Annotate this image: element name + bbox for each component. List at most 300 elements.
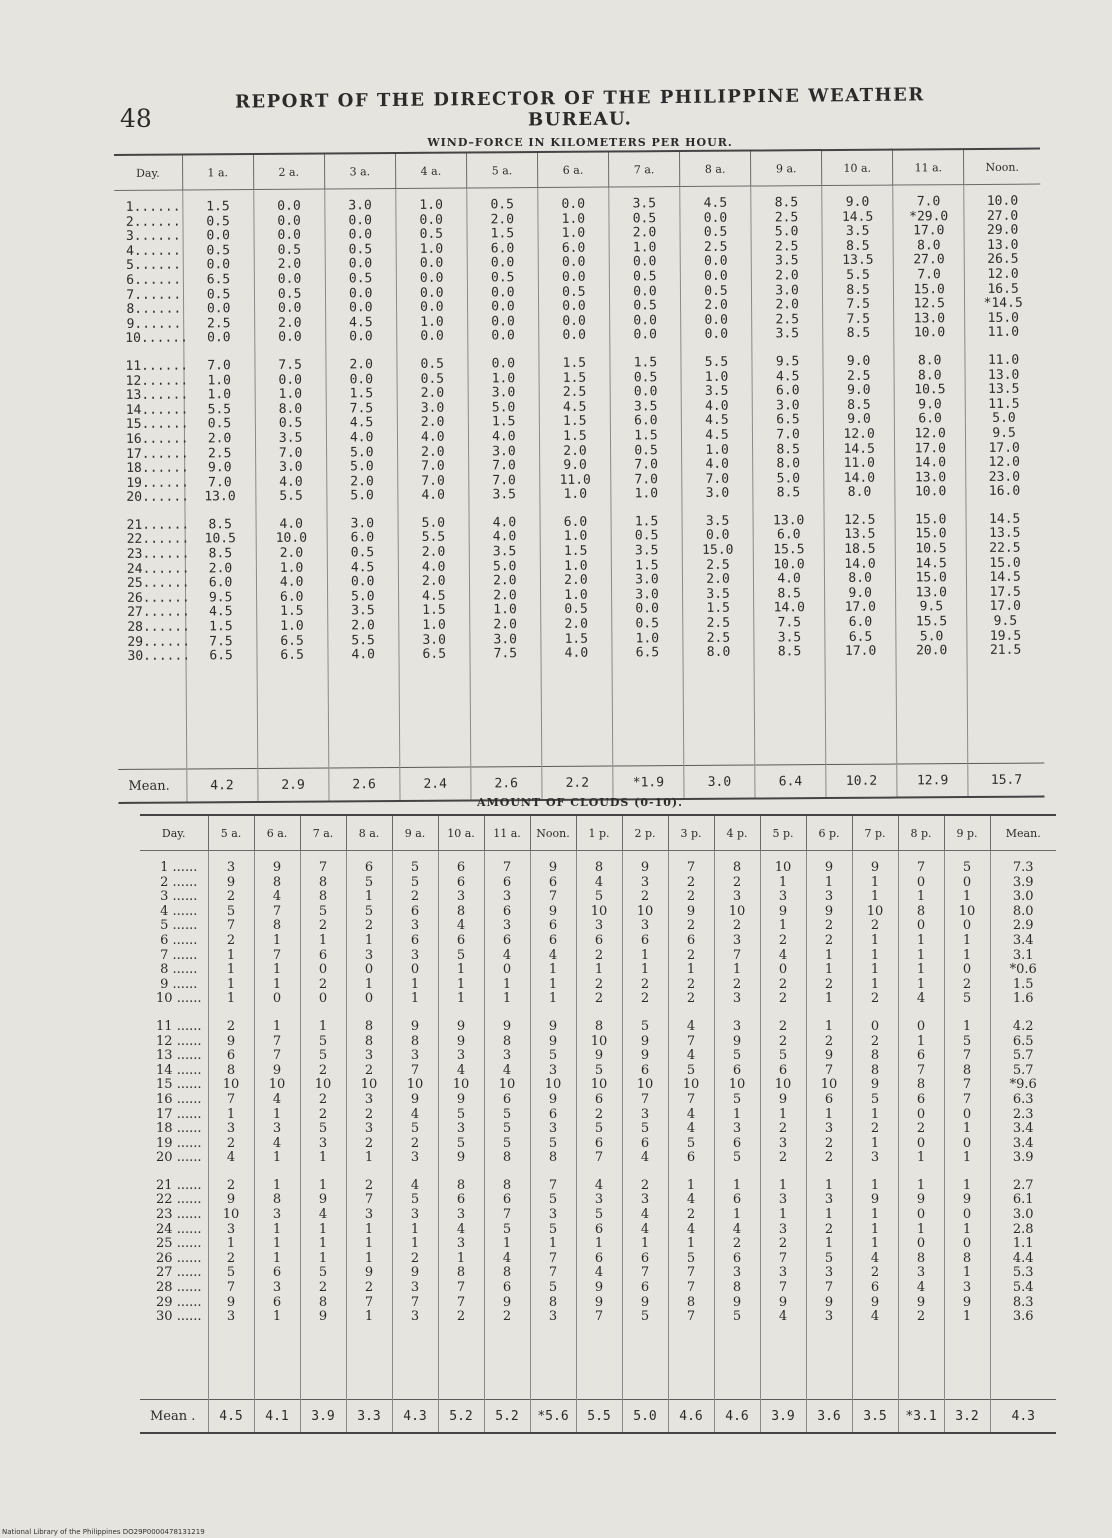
value-cell: 13.0 xyxy=(204,489,236,505)
value-cell: 2.5 xyxy=(562,384,587,400)
day-group xyxy=(125,358,190,506)
value-cell: 3 xyxy=(364,1091,374,1107)
value-cell: 17.0 xyxy=(844,600,877,616)
value-cell: 1 xyxy=(502,976,512,992)
day-label: 13 ...... xyxy=(156,1048,202,1064)
value-cell: 10 xyxy=(820,1077,838,1093)
value-cell: 8 xyxy=(870,1062,880,1078)
value-cell: 9.0 xyxy=(846,353,871,369)
mean-value: 2.4 xyxy=(400,767,471,801)
value-group xyxy=(255,1020,300,1166)
value-group xyxy=(623,1020,668,1166)
value-cell: 1.5 xyxy=(564,631,589,647)
value-cell: 4.5 xyxy=(208,604,233,620)
value-cell: 17.0 xyxy=(844,643,877,660)
value-cell: 9 xyxy=(548,1033,558,1049)
value-cell: 0.0 xyxy=(491,313,515,330)
value-cell: 2.0 xyxy=(563,443,587,459)
value-cell: 6 xyxy=(640,1250,650,1266)
value-cell: 2 xyxy=(686,1207,696,1223)
day-label: 14 ...... xyxy=(156,1062,202,1078)
value-cell: 1 xyxy=(548,991,558,1007)
day-label: 7 ...... xyxy=(160,947,198,963)
value-cell: 9 xyxy=(870,1077,880,1093)
value-cell: 4 xyxy=(594,1265,604,1281)
value-cell: 2 xyxy=(732,918,742,934)
value-cell: 1.5 xyxy=(206,199,230,215)
value-cell: 8 xyxy=(962,1062,972,1078)
column-header: 6 a. xyxy=(537,152,608,188)
value-cell: 5 xyxy=(594,1062,604,1078)
value-cell: 8.0 xyxy=(917,353,942,369)
day-label: 15 ...... xyxy=(156,1077,202,1093)
value-cell: 9 xyxy=(272,1062,282,1078)
value-cell: 9.5 xyxy=(992,425,1016,441)
value-cell: 0.0 xyxy=(491,284,515,300)
value-cell: 0 xyxy=(870,1018,880,1034)
value-cell: 7 xyxy=(410,1062,420,1078)
day-label: 17...... xyxy=(126,445,189,462)
value-cell: 4 xyxy=(502,1250,512,1266)
column-header: Mean. xyxy=(990,815,1056,851)
value-cell: 5 xyxy=(870,1091,880,1107)
value-cell: 2.0 xyxy=(493,588,517,604)
value-cell: 3 xyxy=(272,1207,282,1223)
value-group xyxy=(539,356,610,502)
value-group xyxy=(577,1020,622,1166)
value-cell: 4 xyxy=(686,1106,696,1122)
data-column xyxy=(324,189,399,768)
column-header: Day. xyxy=(114,155,182,191)
value-cell: 0.0 xyxy=(562,313,586,329)
value-cell: 6.0 xyxy=(208,575,233,591)
value-cell: 0.0 xyxy=(420,329,444,345)
value-cell: 6 xyxy=(594,1135,604,1151)
value-cell: 1 xyxy=(456,962,466,978)
column-header: Noon. xyxy=(530,815,576,851)
value-cell: 1.5 xyxy=(490,226,515,242)
value-group xyxy=(255,1179,300,1325)
value-cell: 3.5 xyxy=(278,430,303,446)
value-cell: 1 xyxy=(778,1106,788,1122)
day-label: 1 ...... xyxy=(160,860,198,875)
day-group xyxy=(124,199,188,347)
value-cell: 4.0 xyxy=(492,429,516,445)
value-cell: 3.0 xyxy=(422,632,446,648)
value-cell: 6 xyxy=(410,903,420,919)
mean-label: Mean . xyxy=(140,1400,208,1434)
data-column xyxy=(622,851,668,1400)
value-cell: 0.0 xyxy=(633,384,658,400)
day-label: 20...... xyxy=(126,489,190,506)
value-cell: 1 xyxy=(318,932,328,948)
value-cell: 8 xyxy=(456,1265,466,1281)
value-cell: 1.6 xyxy=(1012,991,1034,1007)
value-cell: 6 xyxy=(456,860,466,875)
value-cell: 12.5 xyxy=(913,296,945,312)
value-cell: 7 xyxy=(502,1207,512,1223)
value-cell: 1 xyxy=(962,1265,972,1281)
value-cell: 4.0 xyxy=(351,647,376,663)
value-cell: 2 xyxy=(824,1135,834,1151)
value-cell: 9 xyxy=(456,1033,466,1049)
value-cell: 8.5 xyxy=(208,517,232,533)
value-cell: 4.5 xyxy=(775,368,800,384)
value-cell: 1 xyxy=(456,1250,466,1266)
value-cell: 7.0 xyxy=(278,445,303,461)
value-cell: 6 xyxy=(916,1048,926,1064)
value-group xyxy=(254,200,325,346)
value-cell: 2 xyxy=(226,1250,236,1266)
day-label: 28...... xyxy=(127,619,190,635)
value-cell: 7 xyxy=(548,889,558,905)
value-cell: 0.5 xyxy=(703,224,728,241)
day-label: 25 ...... xyxy=(156,1236,202,1252)
value-cell: 3.0 xyxy=(705,485,730,502)
day-label: 13...... xyxy=(125,387,189,404)
value-cell: 1.0 xyxy=(632,239,657,256)
value-cell: 4.4 xyxy=(1012,1250,1034,1266)
data-column xyxy=(852,851,898,1400)
value-cell: 6 xyxy=(364,860,374,875)
value-cell: 3.0 xyxy=(1012,1207,1034,1223)
value-cell: 1 xyxy=(870,1106,880,1122)
value-cell: 1 xyxy=(824,947,834,963)
value-cell: 7.0 xyxy=(917,267,941,283)
value-cell: 0 xyxy=(410,962,420,978)
value-cell: 7 xyxy=(456,1280,466,1296)
value-cell: 1 xyxy=(916,947,926,963)
value-cell: 4 xyxy=(870,1309,880,1325)
value-cell: 2 xyxy=(824,976,834,992)
value-cell: 16.5 xyxy=(987,281,1019,297)
day-label: 24 ...... xyxy=(156,1221,202,1237)
value-cell: 5 xyxy=(640,1121,650,1137)
value-cell: 6.0 xyxy=(634,413,658,429)
value-cell: 3 xyxy=(548,1207,558,1223)
value-cell: 2.5 xyxy=(703,239,728,255)
value-cell: 4.0 xyxy=(421,559,446,575)
value-cell: 6 xyxy=(410,932,420,948)
value-cell: 4 xyxy=(272,889,282,905)
value-cell: 6 xyxy=(318,947,328,963)
value-cell: 2 xyxy=(916,1309,926,1325)
value-cell: 5 xyxy=(732,1150,742,1166)
value-cell: 3 xyxy=(916,1265,926,1281)
value-cell: 0.5 xyxy=(633,269,657,285)
value-group xyxy=(680,197,751,343)
value-cell: 1 xyxy=(824,962,834,978)
value-cell: 7.5 xyxy=(846,296,871,313)
value-cell: 23.0 xyxy=(988,469,1021,485)
value-cell: 8.5 xyxy=(777,586,801,602)
value-cell: 9 xyxy=(732,1294,742,1310)
value-cell: 1 xyxy=(594,962,604,978)
value-cell: 1 xyxy=(640,962,650,978)
value-cell: 2 xyxy=(686,889,696,905)
day-label: 7...... xyxy=(126,287,182,303)
value-cell: 4 xyxy=(594,1177,604,1193)
value-cell: 6.0 xyxy=(561,240,586,256)
value-cell: 12.5 xyxy=(844,512,876,528)
column-header: 11 a. xyxy=(893,149,964,185)
value-cell: 3.0 xyxy=(348,198,372,214)
value-cell: 3 xyxy=(778,1192,788,1208)
day-label: 12...... xyxy=(125,373,189,389)
value-cell: 5 xyxy=(732,1309,742,1325)
value-cell: 5 xyxy=(686,1062,696,1078)
value-cell: 8.5 xyxy=(846,238,870,254)
column-header: 1 p. xyxy=(576,815,622,851)
value-cell: 3 xyxy=(410,1207,420,1223)
mean-value: 2.6 xyxy=(471,767,542,801)
value-cell: 1 xyxy=(364,1236,374,1252)
day-label: 22...... xyxy=(126,531,190,548)
day-label: 19 ...... xyxy=(156,1135,202,1151)
value-cell: 2 xyxy=(962,976,972,992)
value-cell: 6 xyxy=(502,1192,512,1208)
value-cell: 9 xyxy=(226,1294,236,1310)
value-cell: 27.0 xyxy=(986,208,1019,224)
column-header: 6 a. xyxy=(254,815,300,851)
value-cell: 6 xyxy=(732,1250,742,1266)
data-column xyxy=(944,851,990,1400)
value-cell: 2.5 xyxy=(706,557,730,573)
value-cell: 4 xyxy=(272,1135,282,1151)
value-cell: 3 xyxy=(732,932,742,948)
value-group xyxy=(326,358,397,504)
value-cell: 0 xyxy=(916,1135,926,1151)
value-cell: 5.0 xyxy=(421,515,446,531)
value-cell: 8 xyxy=(272,1192,282,1208)
value-group xyxy=(895,354,966,500)
value-cell: 2 xyxy=(686,991,696,1007)
value-cell: 2 xyxy=(364,1062,374,1078)
mean-value: 3.9 xyxy=(760,1400,806,1434)
value-cell: 10 xyxy=(636,1077,654,1093)
day-label: 17 ...... xyxy=(156,1106,202,1122)
value-cell: 2.7 xyxy=(1012,1177,1034,1193)
value-cell: 3 xyxy=(778,1221,788,1237)
value-cell: 3 xyxy=(778,889,788,905)
value-cell: 0.0 xyxy=(277,300,302,317)
value-cell: 8 xyxy=(732,860,742,875)
value-cell: 0.0 xyxy=(419,285,444,301)
value-cell: 3 xyxy=(732,1018,742,1034)
value-cell: 1 xyxy=(962,1309,972,1325)
value-cell: 1 xyxy=(548,976,558,992)
value-cell: 6 xyxy=(456,1192,466,1208)
value-cell: 0.5 xyxy=(562,284,586,300)
value-cell: 1.0 xyxy=(279,560,304,576)
value-cell: 7 xyxy=(962,1077,972,1093)
value-cell: 7 xyxy=(916,860,926,875)
value-cell: 10 xyxy=(590,903,608,919)
value-cell: 6 xyxy=(272,1294,282,1310)
value-cell: 5 xyxy=(456,1106,466,1122)
value-cell: 2.0 xyxy=(421,544,446,560)
day-label: 6 ...... xyxy=(160,932,198,948)
day-label: 8 ...... xyxy=(160,962,198,978)
value-cell: 1.0 xyxy=(207,387,232,403)
value-cell: 6.0 xyxy=(775,383,800,399)
value-cell: 0.0 xyxy=(348,256,373,272)
value-cell: 9.5 xyxy=(208,590,233,606)
value-cell: 3 xyxy=(410,1280,420,1296)
value-cell: 9 xyxy=(870,1192,880,1208)
value-group xyxy=(945,861,990,1007)
value-cell: 8 xyxy=(364,1033,374,1049)
mean-value: 4.3 xyxy=(392,1400,438,1434)
day-label: 29...... xyxy=(127,634,191,650)
value-cell: 1 xyxy=(824,874,834,890)
value-group xyxy=(325,199,396,345)
day-label: 27...... xyxy=(127,604,190,621)
value-cell: 3 xyxy=(226,860,236,875)
value-cell: 6 xyxy=(548,1106,558,1122)
value-cell: 5 xyxy=(732,1091,742,1107)
column-header: 8 p. xyxy=(898,815,944,851)
value-cell: 3.6 xyxy=(1012,1309,1034,1325)
value-cell: 0.0 xyxy=(348,227,373,243)
value-group xyxy=(396,199,467,345)
value-cell: 2.0 xyxy=(420,415,445,431)
value-cell: 15.0 xyxy=(989,555,1021,571)
value-cell: 5.5 xyxy=(846,267,870,283)
value-cell: 14.0 xyxy=(843,470,876,486)
value-cell: 2.5 xyxy=(206,315,231,332)
value-cell: 5 xyxy=(456,1135,466,1151)
value-cell: 7.0 xyxy=(634,457,658,473)
value-cell: 26.5 xyxy=(987,252,1019,268)
value-cell: 1.5 xyxy=(422,603,446,619)
value-cell: 4.0 xyxy=(279,574,304,591)
value-cell: 1 xyxy=(640,947,650,963)
value-cell: 5 xyxy=(318,1265,328,1281)
mean-value: 3.2 xyxy=(944,1400,990,1434)
value-cell: 1.0 xyxy=(419,197,443,213)
value-cell: 2 xyxy=(318,1091,328,1107)
data-column xyxy=(576,851,622,1400)
value-cell: 15.0 xyxy=(702,542,734,558)
mean-value: 12.9 xyxy=(897,764,968,798)
value-group xyxy=(347,861,392,1007)
value-cell: 5.5 xyxy=(421,530,446,546)
value-group xyxy=(715,861,760,1007)
mean-value: 5.5 xyxy=(576,1400,622,1434)
value-cell: 1.5 xyxy=(706,601,731,617)
day-label: 5 ...... xyxy=(160,918,198,934)
value-cell: 0.0 xyxy=(348,285,373,301)
value-cell: 1.0 xyxy=(635,630,660,646)
value-cell: 8 xyxy=(594,860,604,875)
value-cell: 1 xyxy=(318,1221,328,1237)
value-cell: 1 xyxy=(962,1121,972,1137)
value-cell: 2 xyxy=(594,947,604,963)
value-cell: 1 xyxy=(870,1236,880,1252)
value-cell: 1 xyxy=(732,962,742,978)
value-cell: 2 xyxy=(732,1236,742,1252)
value-cell: 4.0 xyxy=(421,487,445,504)
value-cell: 1 xyxy=(870,947,880,963)
value-cell: 2 xyxy=(824,1150,834,1166)
value-cell: 7 xyxy=(410,1294,420,1310)
value-cell: 2.0 xyxy=(277,257,302,273)
value-cell: 19.5 xyxy=(989,628,1022,644)
value-cell: 9 xyxy=(640,1048,650,1064)
value-cell: 6.0 xyxy=(918,411,942,427)
value-cell: 4.0 xyxy=(492,529,517,545)
day-label: 3...... xyxy=(125,228,181,245)
value-cell: 4 xyxy=(456,918,466,934)
value-cell: 0 xyxy=(364,991,374,1007)
column-header: 11 a. xyxy=(484,815,530,851)
value-cell: 2 xyxy=(226,1135,236,1151)
value-cell: 9 xyxy=(824,1294,834,1310)
value-cell: 3 xyxy=(962,1280,972,1296)
value-cell: 2 xyxy=(410,1250,420,1266)
data-column xyxy=(346,851,392,1400)
value-cell: 2.0 xyxy=(564,572,588,589)
value-cell: 9 xyxy=(640,1294,650,1310)
value-cell: 3.0 xyxy=(776,397,800,414)
value-cell: 2 xyxy=(318,1062,328,1078)
value-cell: 2 xyxy=(594,976,604,992)
value-cell: 15.5 xyxy=(773,542,805,558)
value-cell: 9 xyxy=(456,1091,466,1107)
mean-value: 3.3 xyxy=(346,1400,392,1434)
value-cell: 4.0 xyxy=(279,474,303,490)
value-cell: 14.5 xyxy=(843,441,875,457)
value-cell: 4 xyxy=(686,1018,696,1034)
value-cell: 2.5 xyxy=(706,630,731,646)
day-label: 5...... xyxy=(126,257,182,274)
column-header: 6 p. xyxy=(806,815,852,851)
value-cell: 1 xyxy=(272,932,282,948)
value-cell: 9 xyxy=(548,1091,558,1107)
value-cell: 1 xyxy=(962,1221,972,1237)
value-cell: 7.5 xyxy=(493,646,518,662)
value-cell: 1 xyxy=(870,1207,880,1223)
value-cell: 0.0 xyxy=(348,212,372,228)
value-cell: 10 xyxy=(360,1077,378,1093)
value-cell: 3 xyxy=(410,1048,420,1064)
value-cell: 9 xyxy=(824,903,834,919)
value-cell: 1 xyxy=(318,1177,328,1193)
value-cell: 1 xyxy=(272,1150,282,1166)
value-cell: 10 xyxy=(406,1077,424,1093)
value-cell: 14.0 xyxy=(844,556,876,572)
value-cell: 1.5 xyxy=(635,557,659,574)
value-cell: 0.0 xyxy=(206,257,231,273)
day-label: 15...... xyxy=(125,416,189,433)
value-cell: 18.5 xyxy=(844,541,876,557)
value-cell: 3 xyxy=(318,1135,328,1151)
value-cell: 9 xyxy=(778,1091,788,1107)
value-cell: 8.5 xyxy=(208,546,233,562)
value-cell: 1 xyxy=(410,1236,420,1252)
value-cell: 7.5 xyxy=(278,357,302,373)
value-cell: 9 xyxy=(502,1294,512,1310)
value-cell: 3 xyxy=(732,1265,742,1281)
value-cell: 4 xyxy=(410,1106,420,1122)
value-cell: 10 xyxy=(728,903,746,919)
value-cell: 7.0 xyxy=(916,194,941,210)
value-cell: 8.0 xyxy=(917,367,942,383)
value-cell: 1.0 xyxy=(563,486,588,503)
value-cell: 8.0 xyxy=(706,644,731,661)
value-cell: 15.5 xyxy=(915,614,948,630)
